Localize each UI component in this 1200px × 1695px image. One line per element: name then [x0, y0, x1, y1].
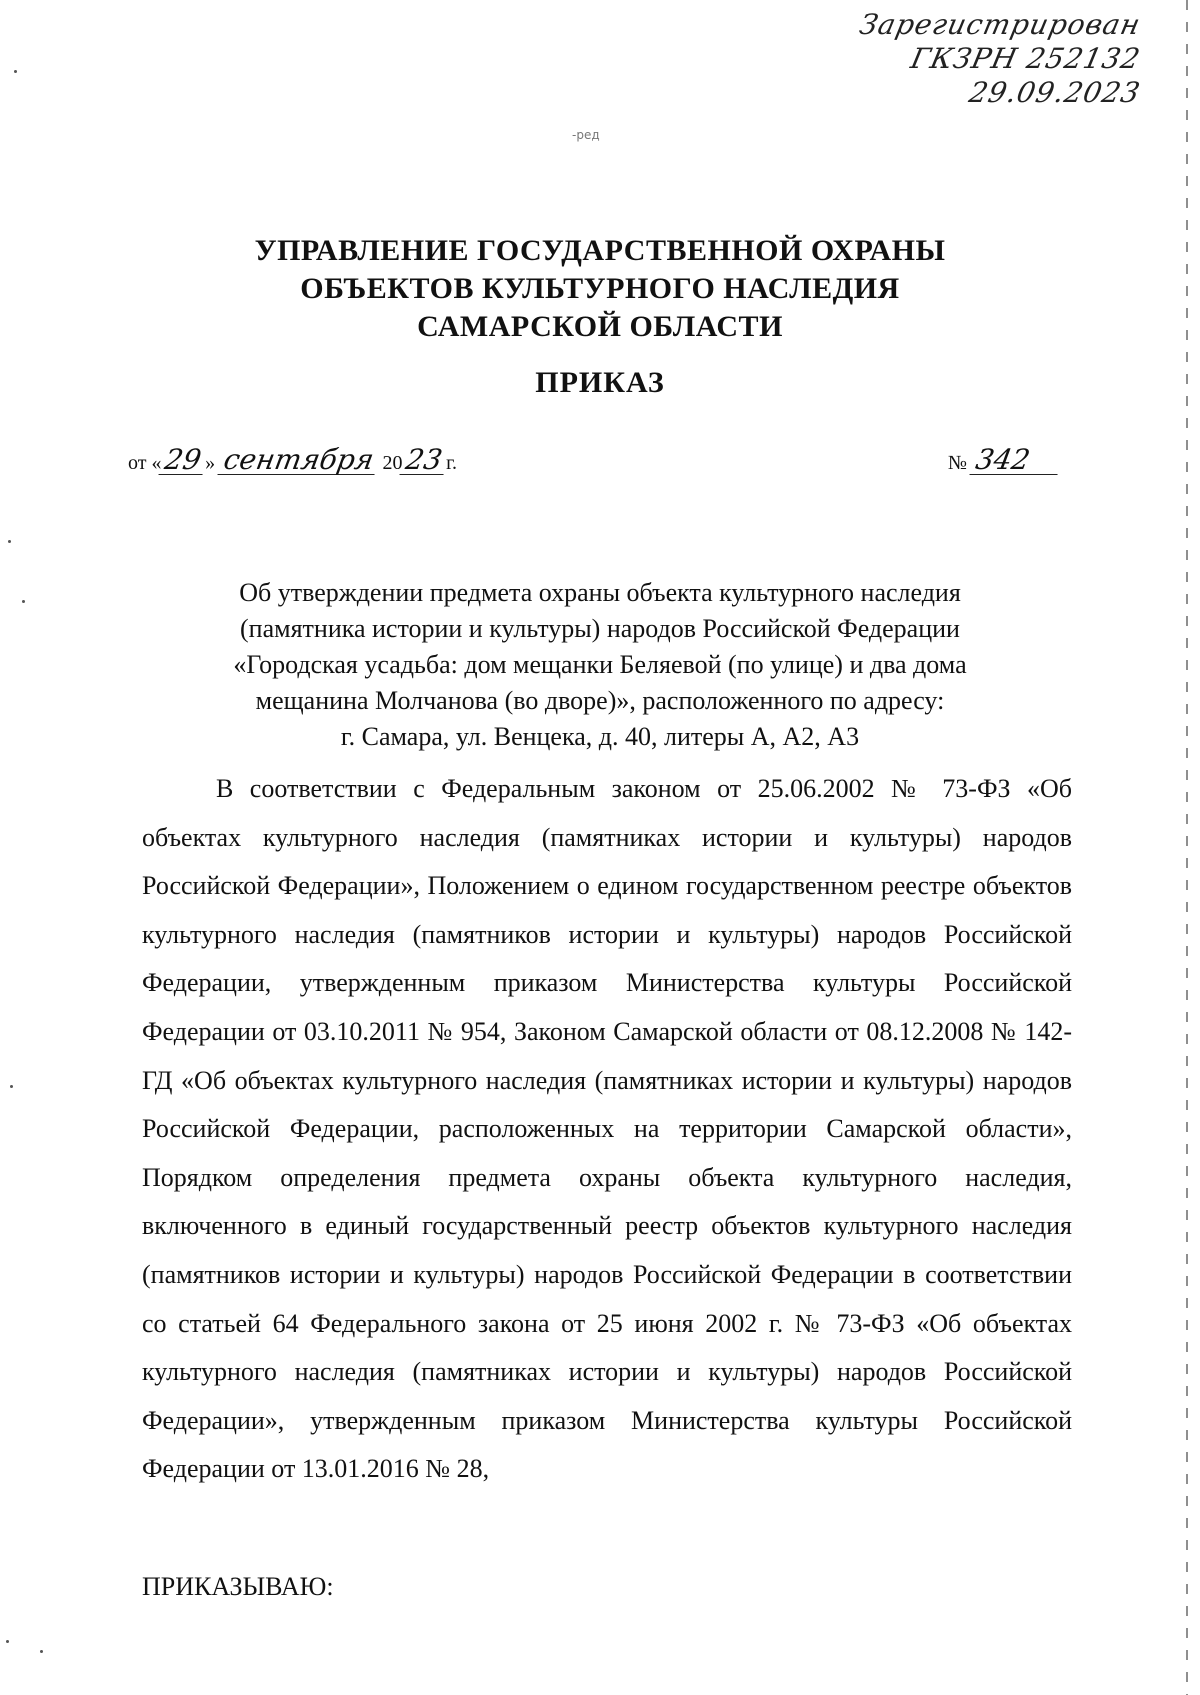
registration-line-2: ГКЗРН 252132: [907, 42, 1144, 75]
subject-line-4: мещанина Молчанова (во дворе)», расположенного по адресу:: [255, 686, 945, 715]
scan-speck: [40, 1650, 43, 1653]
registration-line-1: Зарегистрирован: [856, 8, 1144, 41]
order-preamble-paragraph: В соответствии с Федеральным законом от 25.06.2002 № 73-ФЗ «Об объектах культурного наследия (памятниках истории и культуры) народов Российской Федерации», Положением о едином государственном реестре объектов культурного наследия (памятников истории и культуры) народов Российской Федерации, утвержденным приказом Министерства культуры Российской Федерации от 03.10.2011 № 954, Законом Самарской области от 08.12.2008 № 142-ГД «Об объектах культурного наследия (памятниках истории и культуры) народов Российской Федерации, расположенных на территории Самарской области», Порядком определения предмета охраны объекта культурного наследия, включенного в единый государственный реестр объектов культурного наследия (памятников истории и культуры) народов Российской Федерации в соответствии со статьей 64 Федерального закона от 25 июня 2002 г. № 73-ФЗ «Об объектах культурного наследия (памятниках истории и культуры) народов Российской Федерации», утвержденным приказом Министерства культуры Российской Федерации от 13.01.2016 № 28,: [142, 774, 1072, 1484]
date-quote-close: »: [205, 452, 216, 474]
scan-edge-artifact: [1186, 0, 1188, 1695]
number-sign: №: [947, 452, 967, 474]
order-number: [947, 443, 1060, 476]
scan-speck: [6, 1640, 9, 1643]
date-suffix: г.: [446, 452, 458, 474]
order-number-handwritten: 342: [969, 446, 1062, 475]
org-line-3: САМАРСКОЙ ОБЛАСТИ: [417, 310, 783, 343]
subject-line-5: г. Самара, ул. Венцека, д. 40, литеры А, А2, А3: [340, 722, 860, 751]
organization-header: [150, 232, 1050, 346]
subject-line-3: «Городская усадьба: дом мещанки Беляевой (по улице) и два дома: [233, 650, 967, 679]
order-date: [128, 443, 458, 476]
order-directive-word: ПРИКАЗЫВАЮ:: [142, 1572, 334, 1601]
org-line-2: ОБЪЕКТОВ КУЛЬТУРНОГО НАСЛЕДИЯ: [300, 272, 900, 305]
date-prefix: от «: [128, 452, 162, 474]
document-type-title: ПРИКАЗ: [535, 366, 665, 399]
org-line-1: УПРАВЛЕНИЕ ГОСУДАРСТВЕННОЙ ОХРАНЫ: [254, 234, 946, 267]
subject-line-1: Об утверждении предмета охраны объекта культурного наследия: [239, 578, 961, 607]
date-year-handwritten: 23: [400, 446, 449, 475]
scan-speck: [14, 70, 17, 73]
registration-line-3: 29.09.2023: [966, 76, 1144, 109]
order-subject: [150, 575, 1050, 755]
faint-stamp-mark: -ред: [572, 128, 600, 142]
scan-speck: [8, 540, 11, 543]
scan-speck: [10, 1085, 13, 1088]
scan-speck: [22, 600, 25, 603]
date-month-handwritten: сентября: [218, 446, 380, 475]
date-day-handwritten: 29: [159, 446, 208, 475]
date-year-prefix: 20: [382, 452, 403, 474]
registration-handwritten-note: [856, 8, 1144, 110]
subject-line-2: (памятника истории и культуры) народов Российской Федерации: [240, 614, 960, 643]
